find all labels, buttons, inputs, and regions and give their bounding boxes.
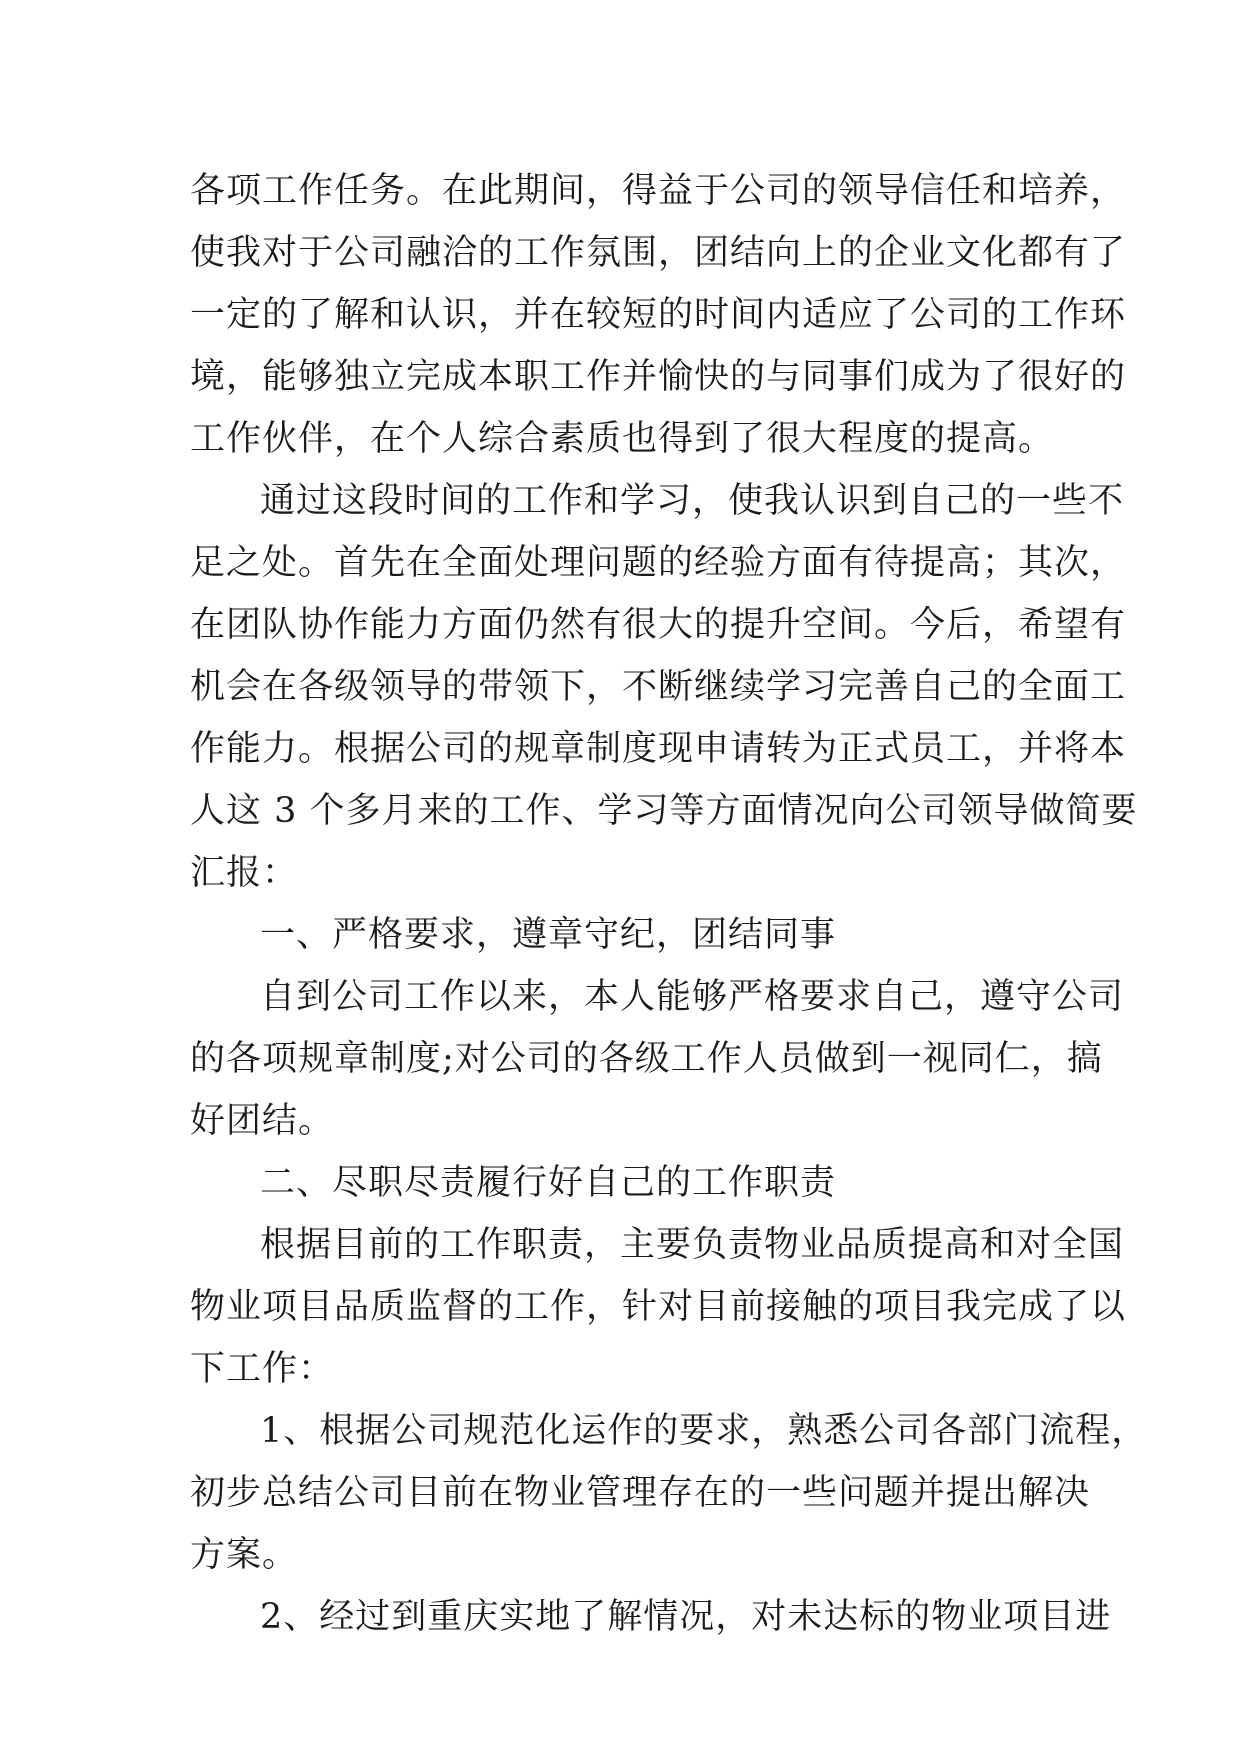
text-line: 境，能够独立完成本职工作并愉快的与同事们成为了很好的 (190, 357, 1127, 397)
text-line: 机会在各级领导的带领下，不断继续学习完善自己的全面工 (190, 667, 1127, 707)
text-line: 人这 3 个多月来的工作、学习等方面情况向公司领导做简要 (190, 791, 1138, 831)
text-line: 1、根据公司规范化运作的要求，熟悉公司各部门流程， (260, 1411, 1148, 1451)
text-line: 汇报： (190, 853, 299, 893)
section-heading: 一、严格要求，遵章守纪，团结同事 (260, 915, 837, 955)
text-line: 物业项目品质监督的工作，针对目前接触的项目我完成了以 (190, 1287, 1127, 1327)
text-line: 根据目前的工作职责，主要负责物业品质提高和对全国 (260, 1225, 1125, 1265)
text-line: 初步总结公司目前在物业管理存在的一些问题并提出解决 (190, 1473, 1091, 1513)
text-line: 自到公司工作以来，本人能够严格要求自己，遵守公司 (260, 977, 1125, 1017)
text-line: 使我对于公司融洽的工作氛围，团结向上的企业文化都有了 (190, 233, 1127, 273)
document-body (190, 160, 1148, 1648)
text-line: 方案。 (190, 1535, 299, 1575)
text-line: 各项工作任务。在此期间，得益于公司的领导信任和培养， (190, 171, 1127, 211)
text-line: 下工作： (190, 1349, 335, 1389)
text-line: 作能力。根据公司的规章制度现申请转为正式员工，并将本 (190, 729, 1127, 769)
text-line: 好团结。 (190, 1101, 335, 1141)
text-line: 2、经过到重庆实地了解情况，对未达标的物业项目进 (260, 1597, 1112, 1637)
section-heading: 二、尽职尽责履行好自己的工作职责 (260, 1163, 837, 1203)
text-line: 工作伙伴，在个人综合素质也得到了很大程度的提高。 (190, 419, 1055, 459)
text-line: 通过这段时间的工作和学习，使我认识到自己的一些不 (260, 481, 1125, 521)
text-line: 在团队协作能力方面仍然有很大的提升空间。今后，希望有 (190, 605, 1127, 645)
text-line: 一定的了解和认识，并在较短的时间内适应了公司的工作环 (190, 295, 1127, 335)
text-line: 足之处。首先在全面处理问题的经验方面有待提高；其次， (190, 543, 1127, 583)
text-line: 的各项规章制度;对公司的各级工作人员做到一视同仁，搞 (190, 1039, 1103, 1079)
